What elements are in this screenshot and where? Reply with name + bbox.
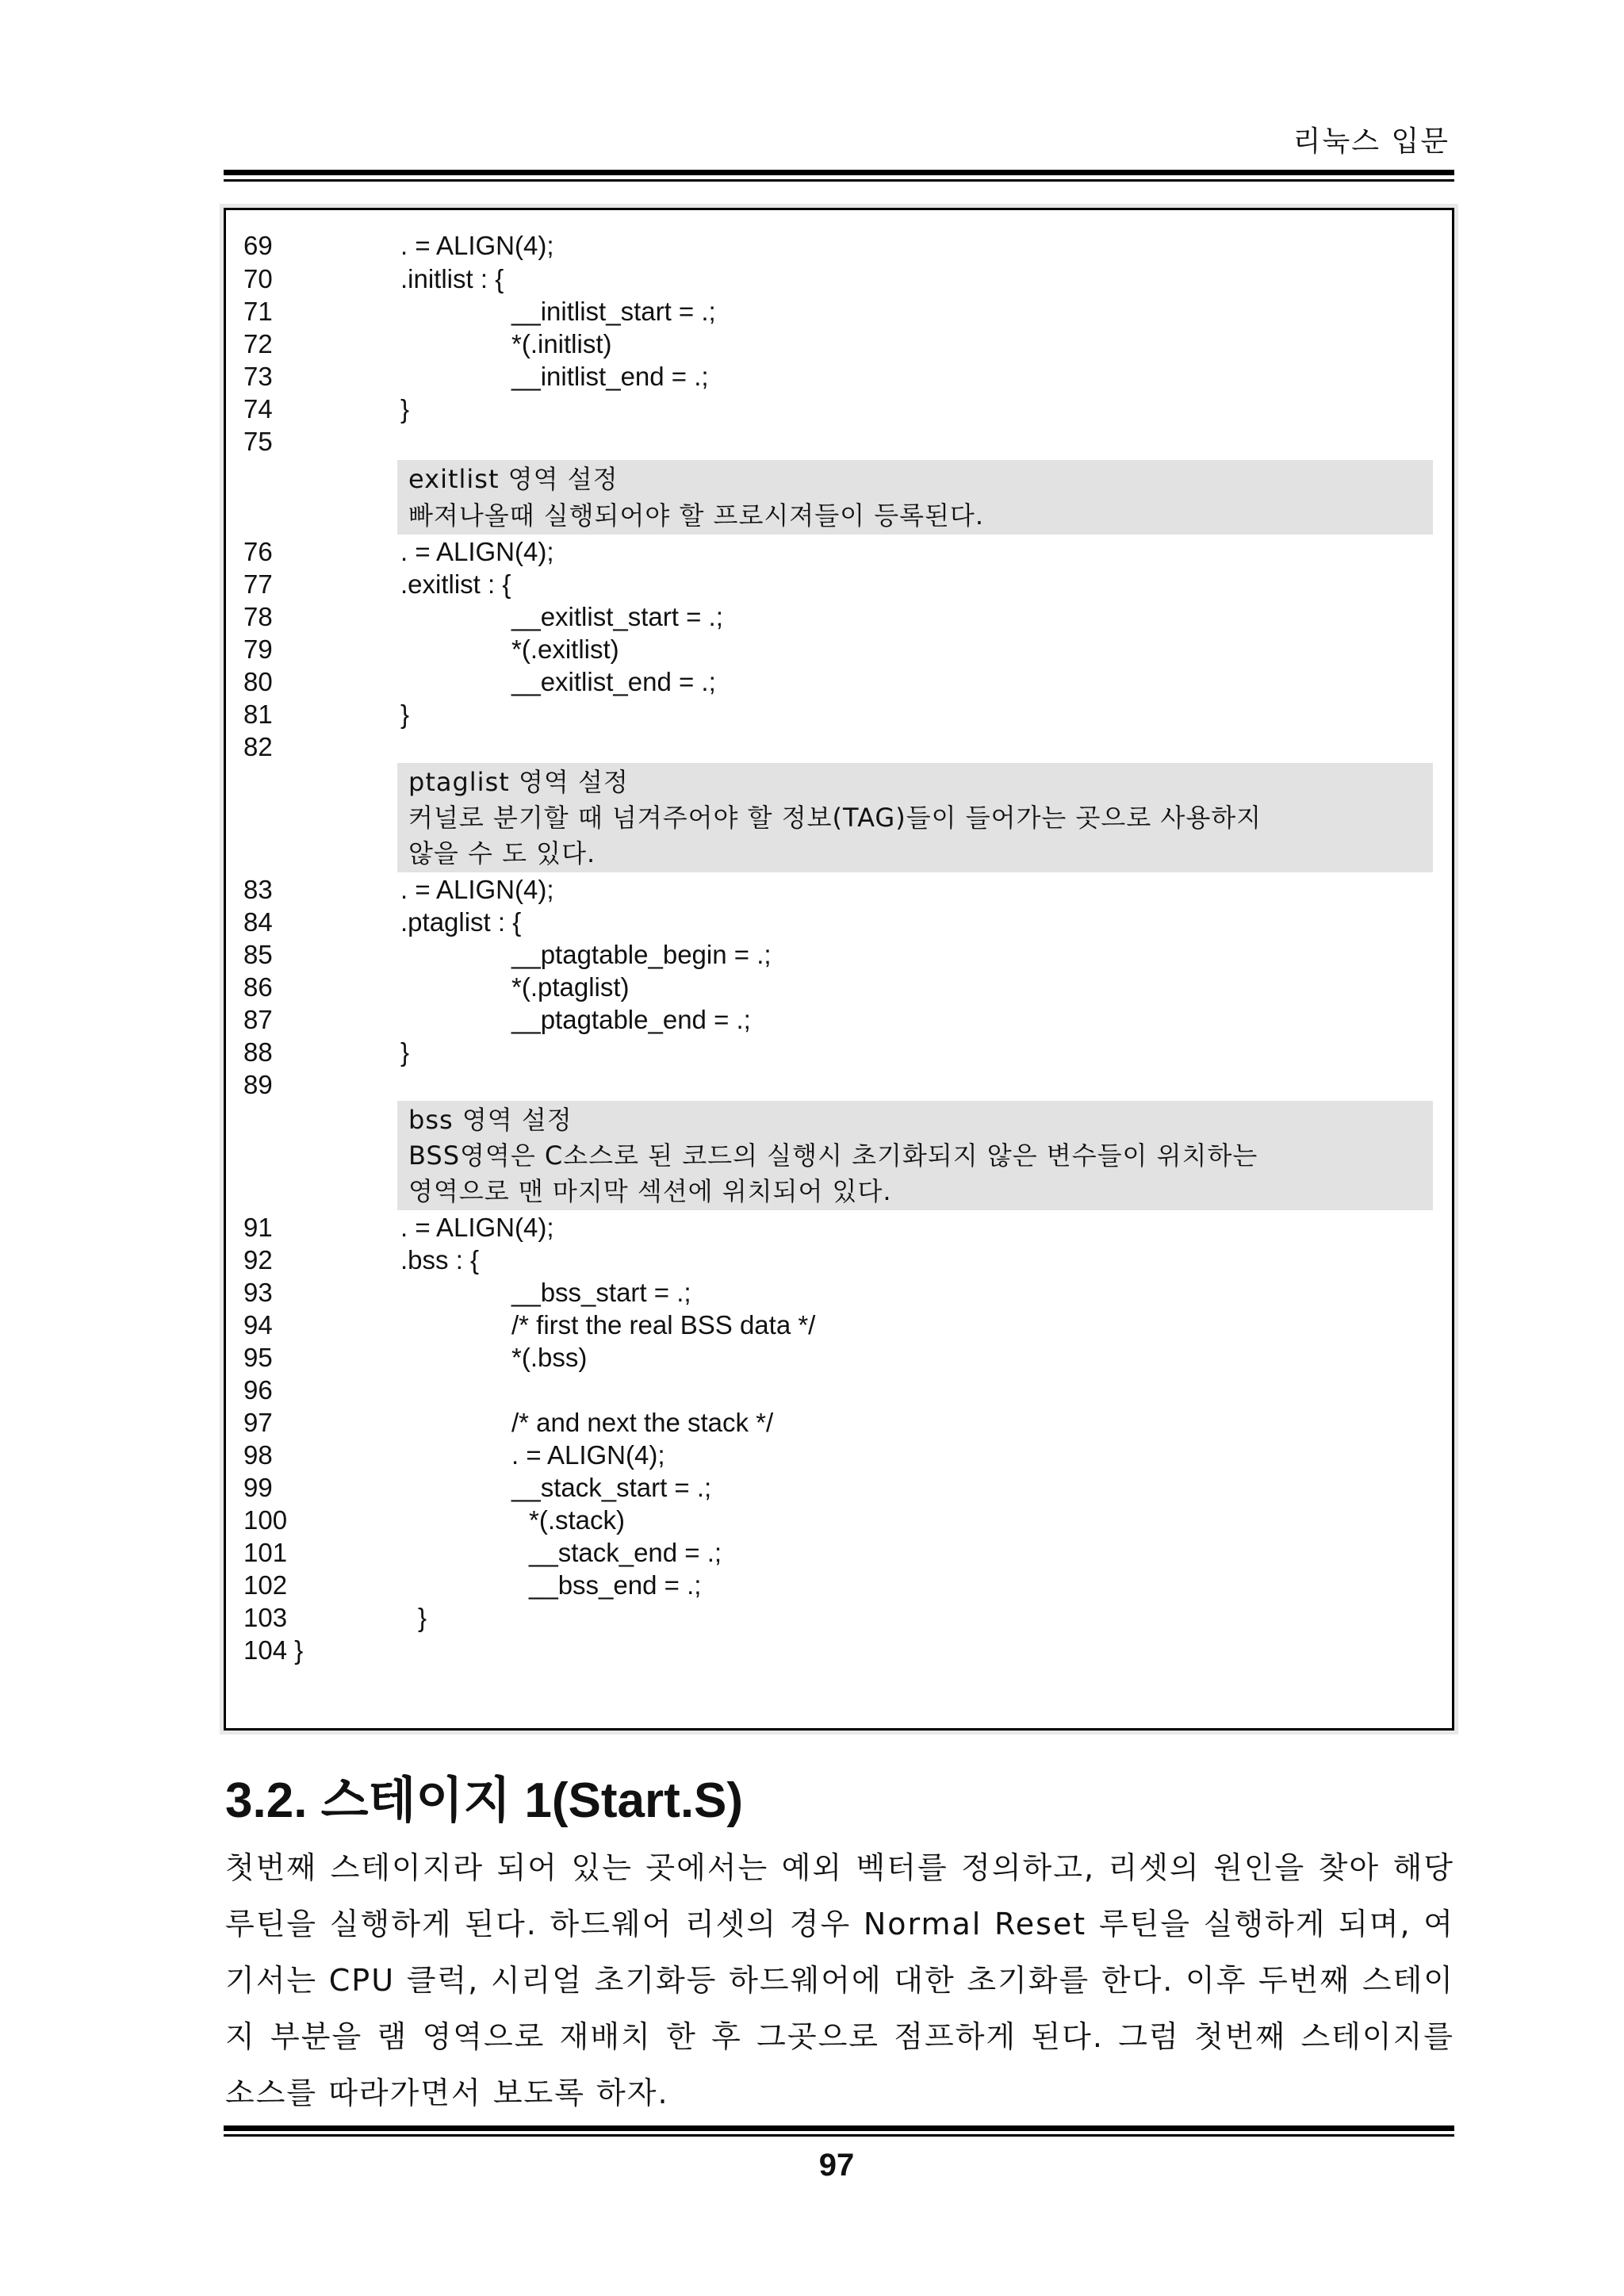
line-number: 72 [243, 329, 273, 358]
header-rule-thin [224, 179, 1454, 182]
code-box [224, 208, 1454, 1731]
line-number: 92 [243, 1245, 273, 1274]
code-text: __ptagtable_begin = .; [511, 940, 772, 969]
comment-line: 커널로 분기할 때 넘겨주어야 할 정보(TAG)들이 들어가는 곳으로 사용하지 [408, 803, 1262, 833]
code-text: __initlist_end = .; [511, 362, 709, 391]
code-text: } [418, 1603, 427, 1632]
line-number: 98 [243, 1440, 273, 1470]
code-text: . = ALIGN(4); [400, 231, 554, 260]
header-title: 리눅스 입문 [1293, 125, 1450, 158]
line-number: 95 [243, 1343, 273, 1372]
code-text: .bss : { [400, 1245, 480, 1274]
line-number: 97 [243, 1408, 273, 1437]
code-text: .initlist : { [400, 264, 504, 293]
code-text: } [400, 1037, 410, 1067]
code-text: __stack_end = .; [529, 1538, 722, 1567]
line-number: 71 [243, 297, 273, 326]
header-rule-thick [224, 170, 1454, 175]
line-number: 84 [243, 907, 273, 937]
section-title: 3.2. 스테이지 1(Start.S) [225, 1773, 744, 1828]
code-text: __exitlist_end = .; [511, 667, 716, 696]
code-text: . = ALIGN(4); [400, 537, 554, 566]
code-text: __stack_start = .; [511, 1473, 712, 1502]
line-number: 77 [243, 569, 273, 599]
line-number: 104 } [243, 1635, 304, 1665]
code-text: . = ALIGN(4); [400, 1213, 554, 1242]
line-number: 82 [243, 732, 273, 761]
code-text: *(.initlist) [511, 329, 612, 358]
comment-line: bss 영역 설정 [408, 1105, 573, 1135]
code-text: *(.bss) [511, 1343, 588, 1372]
line-number: 89 [243, 1070, 273, 1099]
line-number: 78 [243, 602, 273, 631]
line-number: 73 [243, 362, 273, 391]
code-text: .ptaglist : { [400, 907, 522, 937]
line-number: 69 [243, 231, 273, 260]
comment-bss [397, 1101, 1433, 1210]
code-text: __ptagtable_end = .; [511, 1005, 751, 1034]
comment-line: 않을 수 도 있다. [408, 838, 596, 868]
code-text: *(.stack) [529, 1505, 626, 1535]
code-text: __initlist_start = .; [511, 297, 716, 326]
line-number: 75 [243, 427, 273, 456]
line-number: 99 [243, 1473, 273, 1502]
code-text: .exitlist : { [400, 569, 511, 599]
comment-line: ptaglist 영역 설정 [408, 767, 629, 797]
comment-exitlist [397, 460, 1433, 535]
line-number: 70 [243, 264, 273, 293]
line-number: 103 [243, 1603, 288, 1632]
line-number: 76 [243, 537, 273, 566]
code-text: __exitlist_start = .; [511, 602, 723, 631]
code-text: } [400, 394, 410, 424]
page-number: 97 [818, 2148, 855, 2183]
code-text: /* and next the stack */ [511, 1408, 774, 1437]
code-text: *(.ptaglist) [511, 972, 630, 1002]
comment-line: 영역으로 맨 마지막 섹션에 위치되어 있다. [408, 1176, 892, 1206]
code-text: . = ALIGN(4); [511, 1440, 665, 1470]
line-number: 79 [243, 634, 273, 664]
comment-line: BSS영역은 C소스로 된 코드의 실행시 초기화되지 않은 변수들이 위치하는 [408, 1140, 1258, 1171]
code-text: __bss_start = .; [511, 1278, 691, 1307]
line-number: 87 [243, 1005, 273, 1034]
line-number: 80 [243, 667, 273, 696]
line-number: 74 [243, 394, 273, 424]
line-number: 101 [243, 1538, 288, 1567]
line-number: 102 [243, 1570, 288, 1600]
code-text: *(.exitlist) [511, 634, 619, 664]
footer-rule-thick [224, 2125, 1454, 2131]
comment-ptaglist [397, 763, 1433, 872]
comment-line: exitlist 영역 설정 [408, 464, 619, 494]
line-number: 91 [243, 1213, 273, 1242]
code-text: . = ALIGN(4); [400, 875, 554, 904]
line-number: 100 [243, 1505, 288, 1535]
line-number: 96 [243, 1375, 273, 1405]
code-text: } [400, 700, 410, 729]
line-number: 83 [243, 875, 273, 904]
code-text: /* first the real BSS data */ [511, 1310, 816, 1340]
line-number: 88 [243, 1037, 273, 1067]
line-number: 85 [243, 940, 273, 969]
line-number: 86 [243, 972, 273, 1002]
code-text: __bss_end = .; [529, 1570, 702, 1600]
line-number: 93 [243, 1278, 273, 1307]
line-number: 81 [243, 700, 273, 729]
body-paragraph: 첫번째 스테이지라 되어 있는 곳에서는 예외 벡터를 정의하고, 리셋의 원인을 찾아 해당 루틴을 실행하게 된다. 하드웨어 리셋의 경우 Normal Reset 루틴을 실행하게 되며, 여기서는 CPU 클럭, 시리얼 초기화등 하드웨어에 대한 초기화를 한다. 이후 두번째 스테이지 부분을 램 영역으로 재배치 한 후 그곳으로 점프하게 된다. 그럼 첫번째 스테이지를 소스를 따라가면서 보도록 하자. [225, 1850, 1454, 2110]
comment-line: 빠져나올때 실행되어야 할 프로시져들이 등록된다. [408, 500, 985, 531]
footer-rule-thin [224, 2134, 1454, 2137]
line-number: 94 [243, 1310, 273, 1340]
